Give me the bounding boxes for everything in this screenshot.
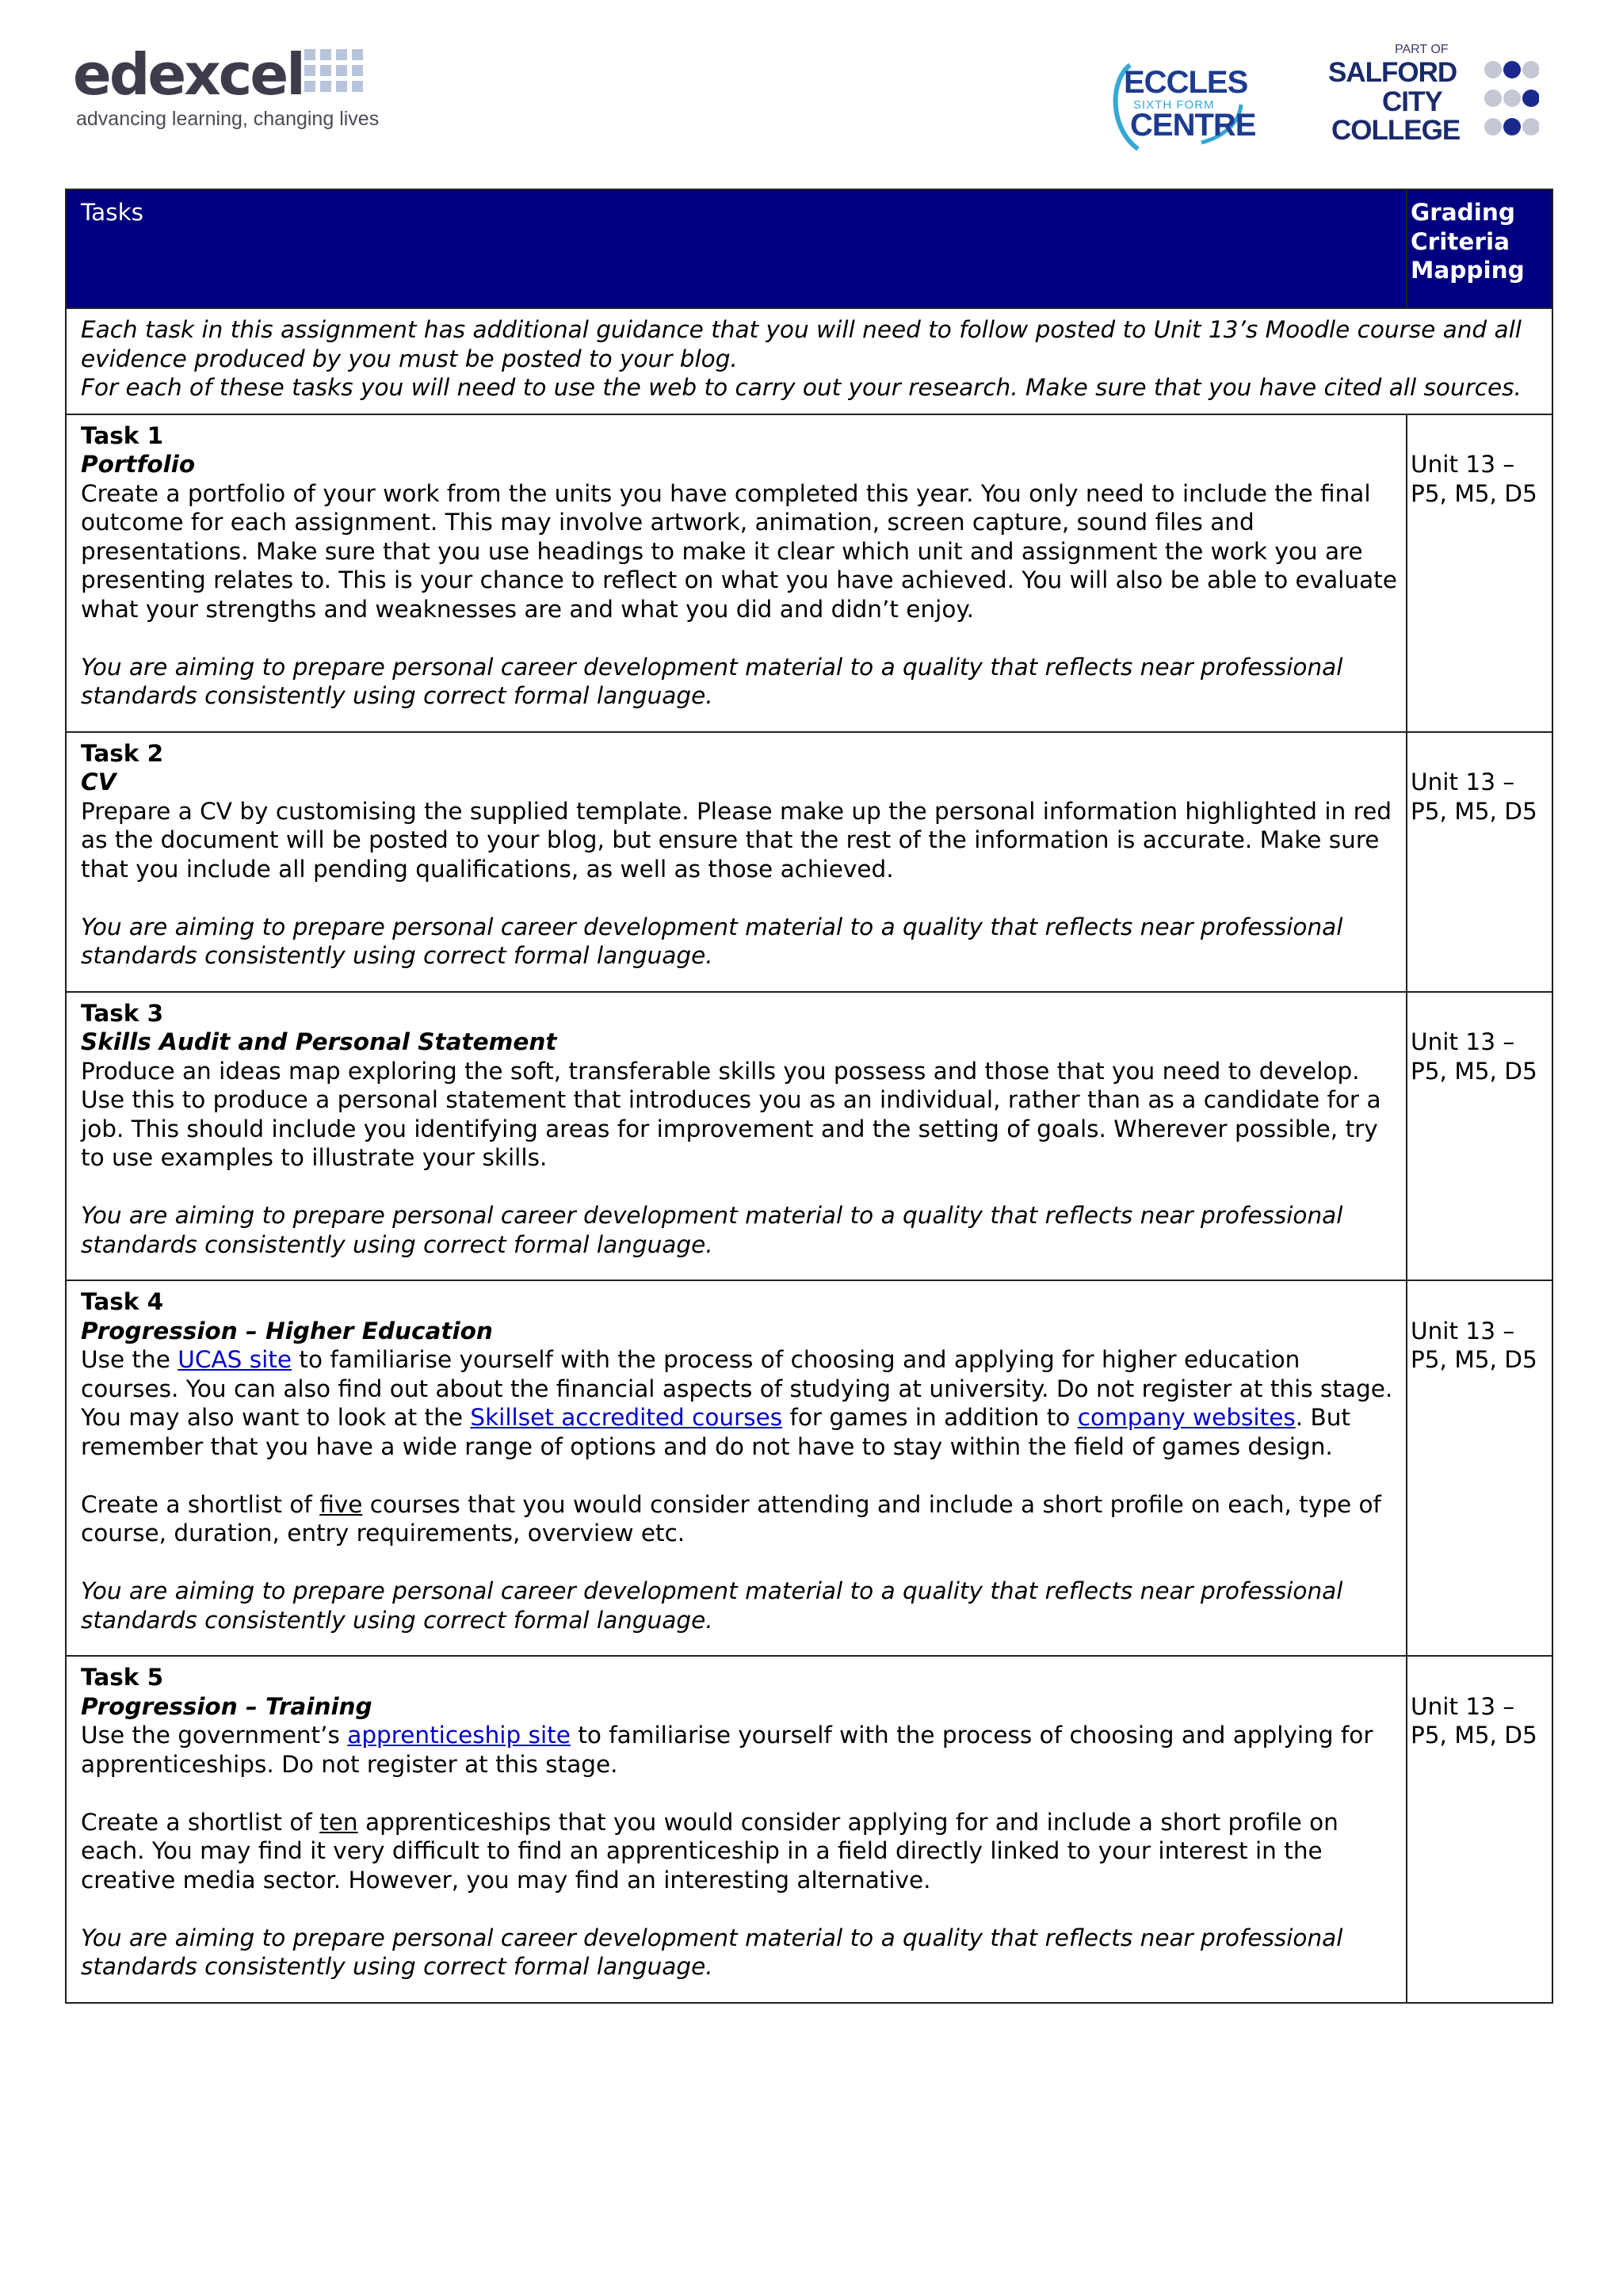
table-row bbox=[66, 992, 1552, 1281]
task-3-body: Produce an ideas map exploring the soft, transferable skills you possess and those that you need to develop. Use this to produce a personal statement that introduces you as an individual, rather than as a candidate for a job. This should include you identifying areas for improvement and the setting of goals. Wherever possible, try to use examples to illustrate your skills. bbox=[81, 1057, 1381, 1171]
task-1-subtitle: Portfolio bbox=[81, 451, 196, 478]
task-4-text: for games in addition to bbox=[782, 1404, 1078, 1431]
task-3-mapping-unit: Unit 13 – bbox=[1411, 1028, 1515, 1055]
task-3-mapping-criteria: P5, M5, D5 bbox=[1411, 1057, 1537, 1085]
edexcel-grid-icon bbox=[304, 49, 384, 100]
intro-line2: For each of these tasks you will need to use the web to carry out your research. Make sure that you have cited all sources. bbox=[81, 374, 1522, 401]
apprenticeship-site-link[interactable]: apprenticeship site bbox=[347, 1722, 571, 1749]
salford-logo-line1: SALFORD bbox=[1328, 57, 1457, 88]
task-5-name: Task 5 bbox=[81, 1664, 164, 1691]
task-1-mapping-criteria: P5, M5, D5 bbox=[1411, 479, 1537, 507]
task-5-text: apprenticeships that you would consider applying for and include a short profile on each. You may find it very difficult to find an apprenticeship in a field directly linked to your interest in the creative media sector. However, you may find an interesting alternative. bbox=[81, 1808, 1338, 1894]
edexcel-logo bbox=[73, 41, 380, 141]
salford-logo-line2: CITY bbox=[1382, 86, 1442, 117]
task-4-text: . But remember that you have a wide range of options and do not have to stay within the field of games design. bbox=[81, 1404, 1350, 1460]
task-4-text: courses that you would consider attending and include a short profile on each, type of course, duration, entry requirements, overview etc. bbox=[81, 1490, 1381, 1547]
intro-line1: Each task in this assignment has additional guidance that you will need to follow posted to Unit 13’s Moodle course and all evidence produced by you must be posted to your blog. bbox=[81, 316, 1522, 372]
task-1-cell bbox=[66, 414, 1407, 732]
task-4-cell bbox=[66, 1280, 1407, 1656]
task-3-cell bbox=[66, 992, 1407, 1281]
eccles-logo bbox=[1106, 49, 1256, 160]
task-4-aim: You are aiming to prepare personal career development material to a quality that reflects near professional standards consistently using correct formal language. bbox=[81, 1577, 1343, 1634]
eccles-logo-line3: CENTRE bbox=[1130, 108, 1256, 143]
task-5-cell bbox=[66, 1656, 1407, 2003]
header-grading-line1: Grading bbox=[1411, 199, 1516, 226]
task-5-emphasis: ten bbox=[319, 1808, 358, 1836]
task-2-subtitle: CV bbox=[81, 769, 116, 795]
task-2-body: Prepare a CV by customising the supplied template. Please make up the personal information highlighted in red as the document will be posted to your blog, but ensure that the rest of the information is accurate. Make sure that you include all pending qualifications, as well as those achieved. bbox=[81, 797, 1392, 883]
task-2-mapping-criteria: P5, M5, D5 bbox=[1411, 797, 1537, 825]
task-4-paragraph-1 bbox=[81, 1345, 1400, 1461]
task-4-subtitle: Progression – Higher Education bbox=[81, 1317, 493, 1344]
task-5-text: Create a shortlist of bbox=[81, 1808, 320, 1836]
task-4-mapping bbox=[1407, 1280, 1552, 1656]
salford-city-college-logo bbox=[1328, 43, 1534, 146]
header-tasks: Tasks bbox=[66, 189, 1407, 308]
header-grading-line3: Mapping bbox=[1411, 257, 1525, 284]
task-4-text: to familiarise yourself with the process of choosing and applying for higher education courses. You can also find out about the financial aspects of studying at university. Do not register at this stage. You may also want to look at the bbox=[81, 1346, 1393, 1431]
edexcel-logo-word: edexcel bbox=[73, 41, 304, 108]
task-4-name: Task 4 bbox=[81, 1288, 164, 1315]
task-1-body: Create a portfolio of your work from the units you have completed this year. You only need to include the final outcome for each assignment. This may involve artwork, animation, screen capture, sound files and presentations. Make sure that you use headings to make it clear which unit and assignment the work you are presenting relates to. This is your chance to reflect on what you have achieved. You will also be able to evaluate what your strengths and weaknesses are and what you did and didn’t enjoy. bbox=[81, 479, 1397, 623]
edexcel-tagline: advancing learning, changing lives bbox=[76, 108, 380, 130]
company-websites-link[interactable]: company websites bbox=[1077, 1404, 1296, 1431]
task-1-name: Task 1 bbox=[81, 421, 164, 449]
task-2-aim: You are aiming to prepare personal career development material to a quality that reflects near professional standards consistently using correct formal language. bbox=[81, 913, 1343, 969]
task-4-text: Create a shortlist of bbox=[81, 1490, 320, 1518]
table-row bbox=[66, 1656, 1552, 2003]
task-2-name: Task 2 bbox=[81, 739, 164, 767]
task-5-mapping bbox=[1407, 1656, 1552, 2003]
table-header-row bbox=[66, 189, 1552, 308]
task-4-mapping-criteria: P5, M5, D5 bbox=[1411, 1346, 1537, 1373]
task-1-aim: You are aiming to prepare personal career development material to a quality that reflects near professional standards consistently using correct formal language. bbox=[81, 653, 1343, 709]
task-4-mapping-unit: Unit 13 – bbox=[1411, 1317, 1515, 1344]
header-grading-line2: Criteria bbox=[1411, 227, 1510, 255]
task-3-subtitle: Skills Audit and Personal Statement bbox=[81, 1028, 557, 1055]
task-5-subtitle: Progression – Training bbox=[81, 1692, 372, 1720]
skillset-accredited-courses-link[interactable]: Skillset accredited courses bbox=[470, 1404, 783, 1431]
task-3-aim: You are aiming to prepare personal career development material to a quality that reflects near professional standards consistently using correct formal language. bbox=[81, 1202, 1343, 1258]
eccles-logo-line1: ECCLES bbox=[1124, 65, 1248, 100]
task-2-cell bbox=[66, 732, 1407, 992]
salford-logo-part-of: PART OF bbox=[1395, 43, 1449, 56]
task-2-mapping bbox=[1407, 732, 1552, 992]
salford-dots-icon bbox=[1484, 59, 1539, 138]
task-4-emphasis: five bbox=[319, 1490, 363, 1518]
task-4-text: Use the bbox=[81, 1346, 178, 1373]
task-5-text: Use the government’s bbox=[81, 1722, 348, 1749]
header-grading-criteria-mapping bbox=[1407, 189, 1552, 308]
salford-logo-line3: COLLEGE bbox=[1331, 115, 1461, 146]
task-5-paragraph-1 bbox=[81, 1721, 1400, 1779]
task-5-aim: You are aiming to prepare personal career development material to a quality that reflects near professional standards consistently using correct formal language. bbox=[81, 1924, 1343, 1980]
table-row bbox=[66, 732, 1552, 992]
task-5-paragraph-2 bbox=[81, 1808, 1400, 1895]
table-row bbox=[66, 1280, 1552, 1656]
eccles-logo-line2: SIXTH FORM bbox=[1133, 98, 1215, 112]
task-4-paragraph-2 bbox=[81, 1490, 1400, 1548]
task-3-mapping bbox=[1407, 992, 1552, 1281]
ucas-site-link[interactable]: UCAS site bbox=[178, 1346, 292, 1373]
table-row-intro bbox=[66, 308, 1552, 414]
task-5-mapping-unit: Unit 13 – bbox=[1411, 1692, 1515, 1720]
table-row bbox=[66, 414, 1552, 732]
task-1-mapping bbox=[1407, 414, 1552, 732]
task-3-name: Task 3 bbox=[81, 999, 164, 1027]
task-5-mapping-criteria: P5, M5, D5 bbox=[1411, 1722, 1537, 1749]
intro-cell bbox=[66, 308, 1552, 414]
task-5-text: to familiarise yourself with the process of choosing and applying for apprenticeships. Do not register at this stage. bbox=[81, 1722, 1373, 1778]
task-2-mapping-unit: Unit 13 – bbox=[1411, 769, 1515, 795]
tasks-table bbox=[65, 189, 1553, 2004]
task-1-mapping-unit: Unit 13 – bbox=[1411, 451, 1515, 478]
